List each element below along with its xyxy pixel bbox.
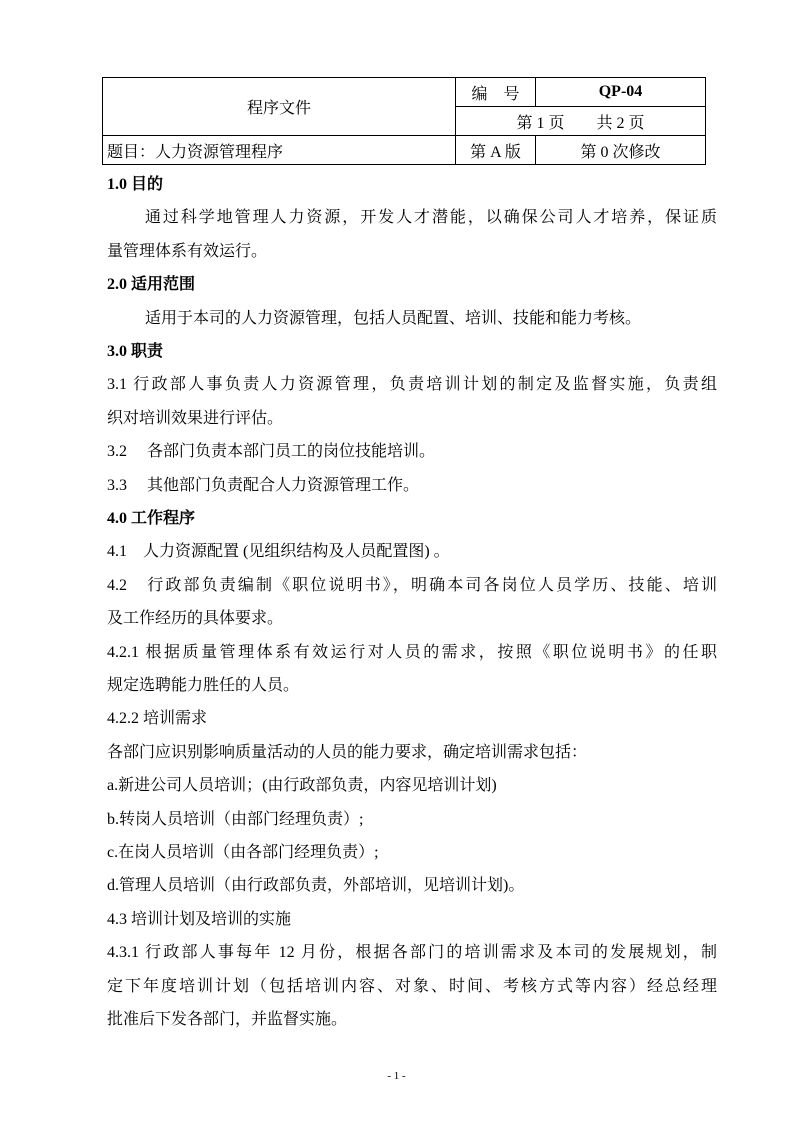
text-line: 规定选聘能力胜任的人员。: [107, 677, 300, 694]
number-label: 编 号: [456, 78, 536, 107]
page-info: 第 1 页 共 2 页: [456, 107, 706, 136]
text-line: 4.2.1 根据质量管理体系有效运行对人员的需求，按照《职位说明书》的任职: [107, 643, 717, 661]
number-value: QP-04: [536, 78, 706, 107]
text-line: 3.2 各部门负责本部门员工的岗位技能培训。: [107, 443, 436, 461]
text-line: 各部门应识别影响质量活动的人员的能力要求，确定培训需求包括：: [107, 743, 588, 761]
text-line: 通过科学地管理人力资源，开发人才潜能，以确保公司人才培养，保证质: [145, 209, 717, 227]
text-line: 及工作经历的具体要求。: [107, 610, 284, 628]
section-heading: 1.0 目的: [107, 176, 164, 193]
section-heading: 3.0 职责: [107, 343, 164, 360]
revision: 第 0 次修改: [536, 136, 706, 165]
text-line: 定下年度培训计划（包括培训内容、对象、时间、考核方式等内容）经总经理: [107, 977, 717, 995]
text-line: c.在岗人员培训（由各部门经理负责）;: [107, 844, 379, 861]
text-line: b.转岗人员培训（由部门经理负责）;: [107, 810, 364, 828]
page-number: - 1 -: [387, 1070, 406, 1082]
text-line: 3.3 其他部门负责配合人力资源管理工作。: [107, 476, 420, 494]
text-line: 4.2 行政部负责编制《职位说明书》，明确本司各岗位人员学历、技能、培训: [107, 576, 717, 594]
doc-title: 题目：人力资源管理程序: [103, 136, 456, 165]
text-line: 4.2.2 培训需求: [107, 710, 208, 728]
text-line: 4.3 培训计划及培训的实施: [107, 910, 292, 928]
text-line: 3.1 行政部人事负责人力资源管理，负责培训计划的制定及监督实施，负责组: [107, 376, 717, 394]
text-line: 批准后下发各部门，并监督实施。: [107, 1011, 348, 1028]
text-line: a.新进公司人员培训；(由行政部负责，内容见培训计划): [107, 777, 497, 795]
text-line: 4.3.1 行政部人事每年 12 月份，根据各部门的培训需求及本司的发展规划，制: [107, 944, 717, 962]
text-line: 适用于本司的人力资源管理，包括人员配置、培训、技能和能力考核。: [145, 309, 642, 327]
document-header-table: [102, 77, 706, 165]
text-line: 织对培训效果进行评估。: [107, 409, 284, 427]
text-line: d.管理人员培训（由行政部负责，外部培训，见培训计划)。: [107, 877, 525, 895]
section-heading: 2.0 适用范围: [107, 276, 196, 294]
section-heading: 4.0 工作程序: [107, 510, 196, 527]
version: 第 A 版: [456, 136, 536, 165]
text-line: 4.1 人力资源配置 (见组织结构及人员配置图) 。: [107, 543, 450, 561]
text-line: 量管理体系有效运行。: [107, 242, 268, 260]
doc-type: 程序文件: [103, 78, 456, 136]
